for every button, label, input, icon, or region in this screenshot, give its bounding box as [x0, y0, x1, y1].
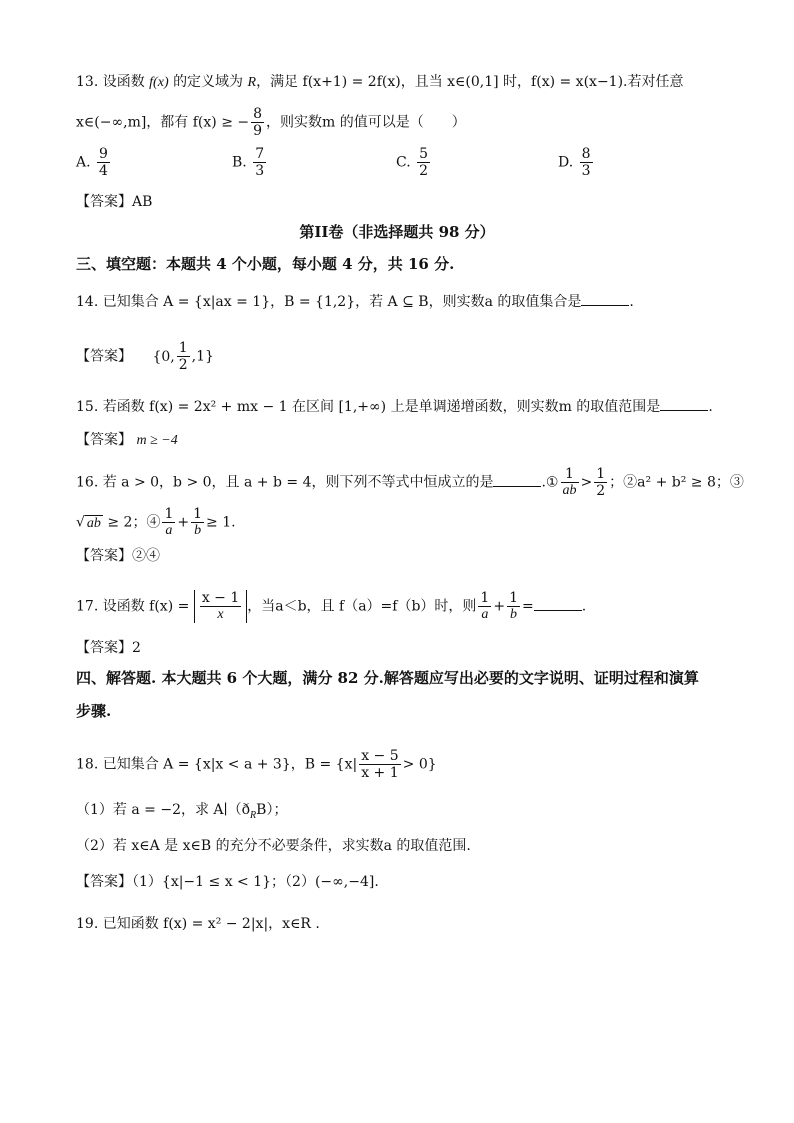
option-num: 8: [581, 146, 591, 162]
answer-value: ②④: [132, 548, 160, 564]
section3-title: 三、填空题：本题共 4 个小题，每小题 4 分，共 16 分.: [76, 255, 455, 273]
q17-abs: [194, 590, 247, 623]
option-label: C.: [396, 154, 411, 171]
q16-plus: +: [177, 514, 190, 531]
q13-frac-den: 9: [253, 123, 263, 139]
q13-line1: [76, 72, 684, 93]
q18-text: [76, 748, 437, 781]
q17-abs-den: x: [217, 607, 224, 622]
q18-answer: [76, 872, 379, 892]
q14-end: .: [629, 294, 634, 310]
option-num: 9: [99, 146, 108, 162]
part2-title: 第II卷（非选择题共 98 分）: [299, 223, 495, 241]
q13-R: R: [247, 75, 257, 90]
q16-opt1-den: ab: [562, 483, 577, 498]
option-label: B.: [232, 154, 247, 171]
option-den: 4: [99, 163, 108, 179]
q19-text: 19. 已知函数 f(x) = x² − 2|x|，x∈R .: [76, 916, 320, 932]
option-label: D.: [558, 154, 574, 171]
q16-line1: [76, 466, 744, 499]
q13-fraction: [251, 106, 264, 139]
q18-frac-num: x − 5: [361, 748, 399, 764]
answer-value: m ≥ −4: [136, 433, 178, 448]
q18-sub2: （2）若 x∈A 是 x∈B 的充分不必要条件，求实数a 的取值范围.: [76, 838, 471, 854]
q16-opt1-num: 1: [561, 466, 579, 483]
fill-blank: [581, 291, 629, 306]
q16-opt4-num2: 1: [193, 506, 203, 522]
q13-frac-num: 8: [253, 106, 263, 122]
q16-question: 16. 若 a > 0，b > 0，且 a + b = 4，则下列不等式中恒成立的是: [76, 474, 494, 491]
q15-text: [76, 396, 713, 417]
q15-end: .: [708, 399, 713, 415]
option-label: A.: [76, 154, 91, 171]
answer-label: 【答案】: [76, 432, 132, 448]
section4-title-line1: 四、解答题. 本大题共 6 个大题，满分 82 分.解答题应写出必要的文字说明、证明过程和演算: [76, 669, 699, 687]
q16-opt1-gt: >: [580, 474, 593, 491]
q16-opt4-num1: 1: [164, 506, 174, 522]
answer-label: 【答案】: [76, 874, 132, 890]
answer-label: 【答案】: [76, 640, 132, 656]
option-den: 3: [581, 163, 591, 179]
q16-line2: √ ab ≥ 2；④ $\frac{1}{a}$ + $\frac{1}{b}$ ≥ 1.: [76, 506, 236, 538]
q14-ans-post: ,1}: [191, 348, 214, 365]
q16-opt1-pre: .①: [541, 474, 559, 491]
q16-answer: [76, 546, 160, 566]
q14-question: 14. 已知集合 A = {x|ax = 1}，B = {1,2}，若 A ⊆ B，则实数a 的取值集合是: [76, 294, 582, 310]
q17-text: [76, 590, 586, 623]
q18-set-post: > 0}: [402, 756, 437, 773]
q18-sub1-R: R: [250, 809, 257, 821]
q18-set-pre: {x|: [335, 756, 358, 773]
q17-abs-num: x − 1: [201, 590, 240, 606]
q18-question: 18. 已知集合 A = {x|x < a + 3}，B =: [76, 756, 332, 773]
option-num: 5: [419, 146, 429, 162]
answer-label: 【答案】: [76, 348, 132, 365]
answer-value: （1）{x|−1 ≤ x < 1}；（2）(−∞,−4].: [132, 874, 379, 890]
q16-opt4-den2: b: [194, 523, 202, 538]
section4-title-line2: 步骤.: [76, 702, 112, 720]
q16-opt4-end: ≥ 1.: [206, 514, 236, 531]
q13-option-b: [232, 146, 268, 179]
answer-value: AB: [132, 194, 153, 210]
q13-fx: f(x): [149, 75, 169, 90]
answer-label: 【答案】: [76, 194, 132, 210]
q17-answer: [76, 638, 141, 658]
q13-option-a: [76, 146, 112, 179]
option-num: 7: [255, 146, 265, 162]
q14-ans-pre: {0,: [152, 348, 175, 365]
q13-line2-suffix: ，则实数m 的值可以是（ ）: [266, 114, 466, 131]
q13-option-d: [558, 146, 595, 179]
q17-plus: +: [493, 598, 506, 615]
q17-d2: b: [510, 607, 518, 622]
q17-d1: a: [481, 607, 489, 622]
answer-label: 【答案】: [76, 548, 132, 564]
q17-question: 17. 设函数 f(x) =: [76, 598, 190, 615]
q14-answer: [76, 340, 214, 373]
q13-answer: [76, 192, 152, 212]
q14-ans-den: 2: [178, 357, 188, 373]
fill-blank: [493, 472, 541, 487]
q16-opt2: ；②a² + b² ≥ 8；③: [609, 474, 744, 491]
q13-line2-prefix: x∈(−∞,m]，都有 f(x) ≥ −: [76, 114, 250, 131]
q15-question: 15. 若函数 f(x) = 2x² + mx − 1 在区间 [1,+∞) 上是单调递增函数，则实数m 的取值范围是: [76, 399, 661, 415]
q14-text: [76, 291, 634, 312]
q15-answer: [76, 430, 178, 451]
q13-mid: 的定义域为: [173, 74, 244, 90]
q13-line2: [76, 106, 466, 139]
fill-blank: [660, 396, 708, 411]
answer-value: 2: [132, 640, 141, 656]
q13-prefix: 13. 设函数: [76, 74, 145, 90]
q16-opt1-rnum: 1: [596, 466, 606, 482]
option-den: 2: [419, 163, 429, 179]
q17-n1: 1: [480, 590, 490, 606]
q17-eq: =: [522, 598, 534, 615]
q13-cond: ，满足 f(x+1) = 2f(x)，且当 x∈(0,1] 时，f(x) = x(x−1).若对任意: [256, 74, 684, 90]
option-den: 3: [255, 163, 265, 179]
q18-sub1-end: B）；: [256, 802, 288, 818]
q17-cond: ，当a＜b，且 f（a）=f（b）时，则: [247, 598, 477, 615]
q16-line2-mid: ≥ 2；④: [102, 514, 161, 531]
q18-frac-den: x + 1: [361, 765, 399, 781]
q14-ans-num: 1: [178, 340, 188, 356]
q16-sqrt-ab: ab: [86, 515, 101, 531]
q16-opt1-rden: 2: [596, 483, 606, 499]
q18-sub1: [76, 800, 287, 826]
q17-n2: 1: [509, 590, 518, 606]
q16-opt4-den1: a: [165, 523, 173, 538]
q17-end: .: [581, 598, 587, 615]
q18-sub1-text: （1）若 a = −2，求 A∣（ð: [76, 802, 251, 818]
fill-blank: [534, 596, 582, 611]
q13-option-c: [396, 146, 432, 179]
